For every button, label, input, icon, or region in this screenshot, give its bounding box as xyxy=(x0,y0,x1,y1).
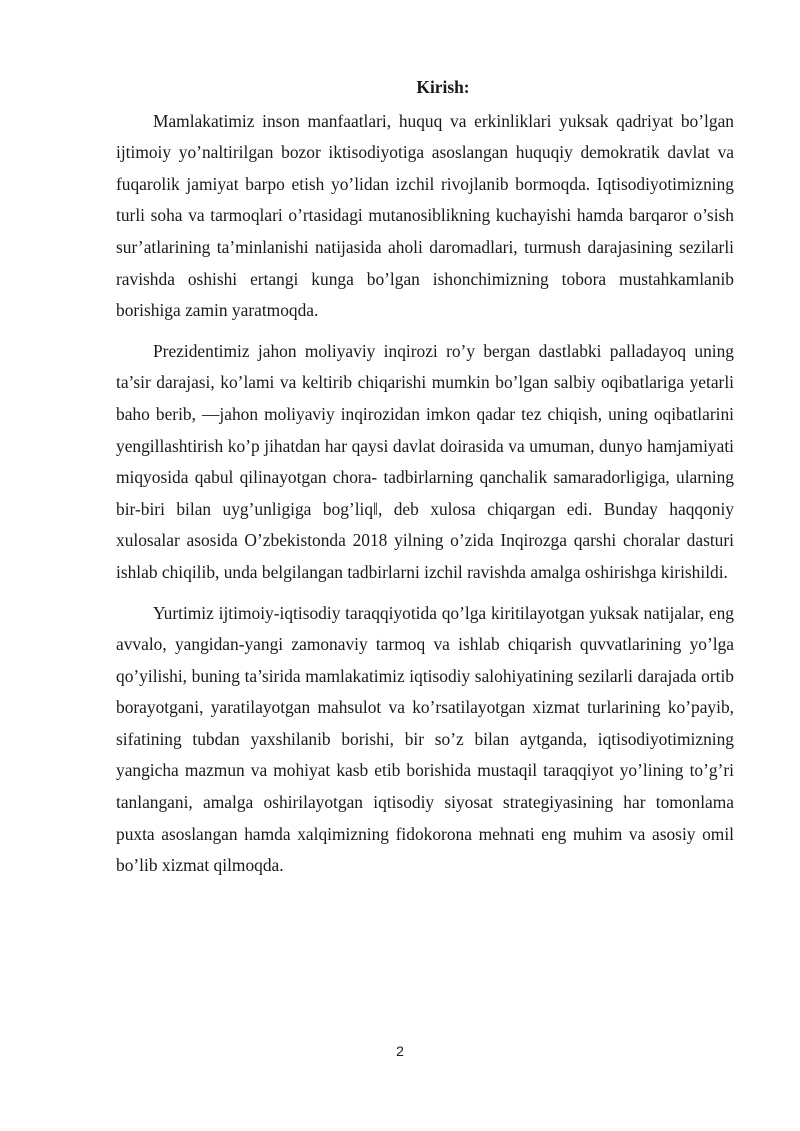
page-number: 2 xyxy=(396,1043,404,1059)
paragraph-3: Yurtimiz ijtimoiy-iqtisodiy taraqqiyotida qo’lga kiritilayotgan yuksak natijalar, eng avvalo, yangidan-yangi zamonaviy tarmoq va ishlab chiqarish quvvatlarining yo’lga qo’yilishi, buning ta’sirida mamlakatimiz iqtisodiy salohiyatining sezilarli darajada ortib borayotgani, yaratilayotgan mahsulot va ko’rsatilayotgan xizmat turlarining ko’payib, sifatining tubdan yaxshilanib borishi, bir so’z bilan aytganda, iqtisodiyotimizning yangicha mazmun va mohiyat kasb etib borishida mustaqil taraqqiyot yo’lining to’g’ri tanlangani, amalga oshirilayotgan iqtisodiy siyosat strategiyasining har tomonlama puxta asoslangan hamda xalqimizning fidokorona mehnati eng muhim va asosiy omil bo’lib xizmat qilmoqda. xyxy=(116,602,734,876)
paragraph-2: Prezidentimiz jahon moliyaviy inqirozi ro’y bergan dastlabki palladayoq uning ta’sir darajasi, ko’lami va keltirib chiqarishi mumkin bo’lgan salbiy oqibatlariga yetarli baho berib, ―jahon moliyaviy inqirozidan imkon qadar tez chiqish, uning oqibatlarini yengillashtirish ko’p jihatdan har qaysi davlat doirasida va umuman, dunyo hamjamiyati miqyosida qabul qilinayotgan chora- tadbirlarning qanchalik samaradorligiga, ularning bir-biri bilan uyg’unligiga bog’liq‖, deb xulosa chiqargan edi. Bunday haqqoniy xulosalar asosida O’zbekistonda 2018 yilning o’zida Inqirozga qarshi choralar dasturi ishlab chiqilib, unda belgilangan tadbirlarni izchil ravishda amalga oshirishga kirishildi. xyxy=(116,340,734,582)
document-page xyxy=(116,72,734,891)
paragraph-1: Mamlakatimiz inson manfaatlari, huquq va erkinliklari yuksak qadriyat bo’lgan ijtimoiy yo’naltirilgan bozor iktisodiyotiga asoslangan huquqiy demokratik davlat va fuqarolik jamiyat barpo etish yo’lidan izchil rivojlanib bormoqda. Iqtisodiyotimizning turli soha va tarmoqlari o’rtasidagi mutanosiblikning kuchayishi hamda barqaror o’sish sur’atlarining ta’minlanishi natijasida aholi daromadlari, turmush darajasining sezilarli ravishda oshishi ertangi kunga bo’lgan ishonchimizning tobora mustahkamlanib borishiga zamin yaratmoqda. xyxy=(116,110,734,321)
section-heading: Kirish: xyxy=(416,77,470,97)
